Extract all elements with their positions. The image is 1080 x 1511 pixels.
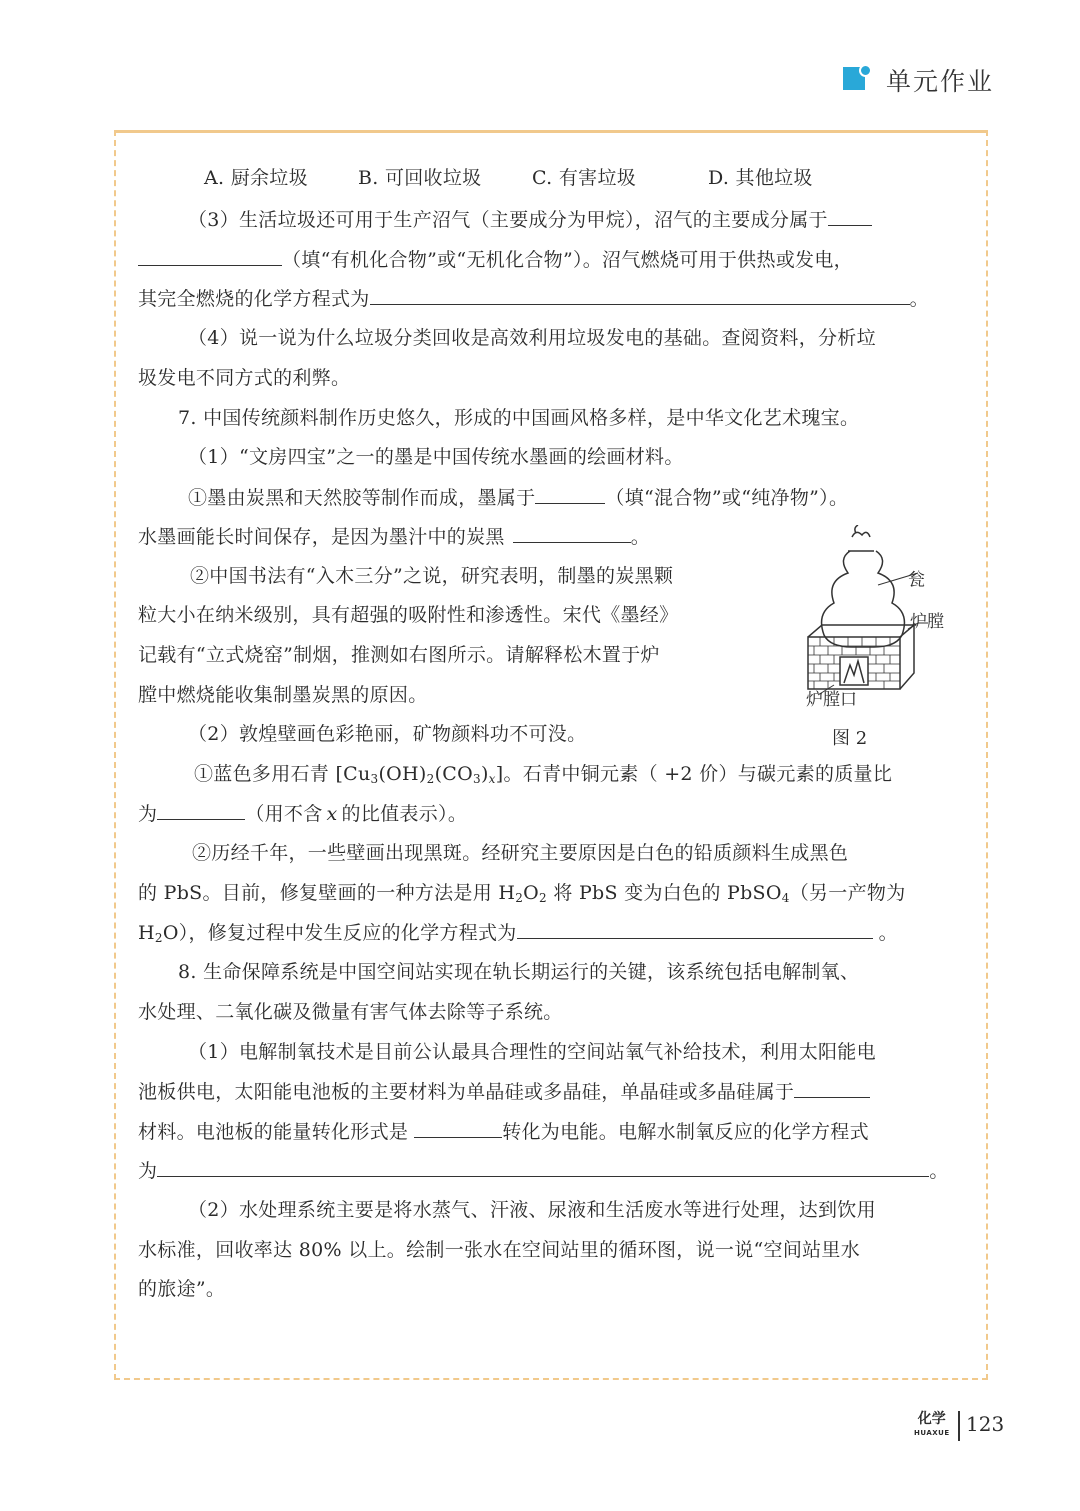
- q6-3-line3: 其完全燃烧的化学方程式为 。: [138, 288, 929, 310]
- q8-1-line4: 为 。: [138, 1160, 949, 1182]
- q7-1-stem: （1）“文房四宝”之一的墨是中国传统水墨画的绘画材料。: [188, 446, 684, 468]
- content-frame: [114, 130, 988, 1380]
- q8-1-line3: 材料。电池板的能量转化形式是 转化为电能。电解水制氧反应的化学方程式: [138, 1121, 869, 1143]
- footer-divider: [958, 1411, 960, 1441]
- blank-methane-equation: [370, 286, 910, 305]
- q7-2-stem: （2）敦煌壁画色彩艳丽，矿物颜料功不可没。: [188, 723, 587, 745]
- q7-1-2-line1: ②中国书法有“入木三分”之说，研究表明，制墨的炭黑颗: [190, 565, 674, 587]
- q8-2-line3: 的旅途”。: [138, 1278, 226, 1300]
- q7-1-2-line3: 记载有“立式烧窑”制烟，推测如右图所示。请解释松木置于炉: [138, 644, 660, 666]
- figure-caption: 图 2: [832, 728, 868, 749]
- q8-stem-line2: 水处理、二氧化碳及微量有害气体去除等子系统。: [138, 1001, 563, 1023]
- footer-subject-label: 化学: [917, 1411, 946, 1427]
- q7-2-2-line3: $H_2O$），修复过程中发生反应的化学方程式为 。: [138, 922, 898, 945]
- option-c: C. 有害垃圾: [532, 167, 637, 189]
- q7-1-2-line2: 粒大小在纳米级别，具有超强的吸附性和渗透性。宋代《墨经》: [138, 604, 679, 626]
- q7-stem: 7. 中国传统颜料制作历史悠久，形成的中国画风格多样，是中华文化艺术瑰宝。: [178, 407, 860, 429]
- blank-ink-type: [535, 485, 605, 504]
- blank-energy-form: [414, 1119, 502, 1138]
- q8-2-line1: （2）水处理系统主要是将水蒸气、汗液、尿液和生活废水等进行处理，达到饮用: [188, 1199, 876, 1221]
- q8-stem-line1: 8. 生命保障系统是中国空间站实现在轨长期运行的关键，该系统包括电解制氧、: [178, 961, 860, 983]
- blank-mass-ratio: [157, 801, 245, 820]
- q8-1-line1: （1）电解制氧技术是目前公认最具合理性的空间站氧气补给技术，利用太阳能电: [188, 1041, 876, 1063]
- q7-2-1-line2: 为 （用不含 x 的比值表示）。: [138, 803, 468, 825]
- blank-silicon-material: [794, 1079, 870, 1098]
- q8-2-line2: 水标准，回收率达 80% 以上。绘制一张水在空间站里的循环图，说一说“空间站里水: [138, 1239, 861, 1261]
- footer-subject-pinyin: HUAXUE: [914, 1429, 950, 1437]
- blank-carbon-property: [513, 524, 631, 543]
- blank-methane-class-b: [138, 247, 282, 266]
- q7-2-2-line2: 的 PbS。目前，修复壁画的一种方法是用 $H_2O_2$ 将 PbS 变为白色的 PbSO$_4$（另一产物为: [138, 882, 906, 905]
- footer-subject: [914, 1412, 950, 1440]
- q7-1-1-line1: ①墨由炭黑和天然胶等制作而成，墨属于 （填“混合物”或“纯净物”）。: [188, 487, 849, 509]
- q7-2-2-line1: ②历经千年，一些壁画出现黑斑。经研究主要原因是白色的铅质颜料生成黑色: [192, 842, 849, 864]
- blank-methane-class-a: [828, 207, 872, 226]
- option-a: A. 厨余垃圾: [204, 167, 308, 189]
- figure-label-urn: 瓮: [908, 570, 925, 590]
- blank-repair-equation: [517, 920, 873, 939]
- q6-4-line1: （4）说一说为什么垃圾分类回收是高效利用垃圾发电的基础。查阅资料，分析垃: [188, 327, 876, 349]
- q6-4-line2: 圾发电不同方式的利弊。: [138, 367, 351, 389]
- option-b: B. 可回收垃圾: [358, 167, 482, 189]
- blank-electrolysis-equation: [157, 1158, 929, 1177]
- page-header-title: 单元作业: [886, 67, 995, 96]
- q7-1-1-line2: 水墨画能长时间保存，是因为墨汁中的炭黑 。: [138, 526, 651, 548]
- page-number: 123: [966, 1412, 1005, 1436]
- q7-2-1-line1: ①蓝色多用石青 $[Cu_3(OH)_2(CO_3)_x]$。石青中铜元素（ +2 价）与碳元素的质量比: [194, 763, 893, 786]
- q6-3-line2: （填“有机化合物”或“无机化合物”）。沼气燃烧可用于供热或发电，: [138, 247, 966, 272]
- option-d: D. 其他垃圾: [708, 167, 813, 189]
- q7-1-2-line4: 膛中燃烧能收集制墨炭黑的原因。: [138, 684, 428, 706]
- figure-label-chamber: 炉膛: [910, 612, 944, 632]
- q8-1-line2: 池板供电，太阳能电池板的主要材料为单晶硅或多晶硅，单晶硅或多晶硅属于: [138, 1079, 966, 1104]
- kiln-figure: [800, 525, 960, 715]
- figure-label-chamber-mouth: 炉膛口: [806, 690, 857, 710]
- q6-3-line1: （3）生活垃圾还可用于生产沼气（主要成分为甲烷），沼气的主要成分属于: [138, 207, 966, 232]
- header-badge-icon: [843, 64, 869, 90]
